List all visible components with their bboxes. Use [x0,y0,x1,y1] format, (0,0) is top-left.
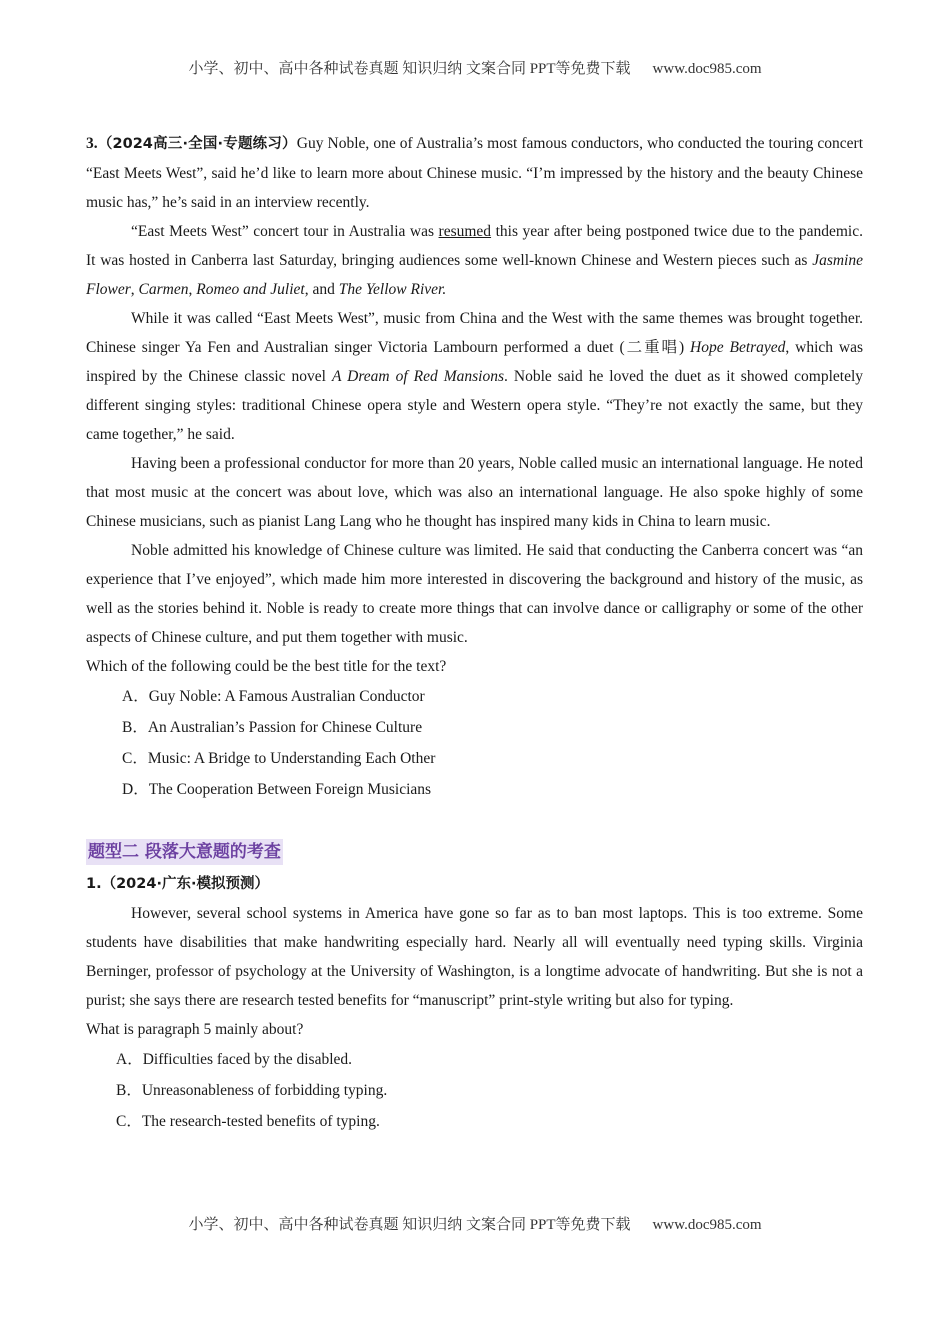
footer-url[interactable]: www.doc985.com [652,1217,762,1233]
q3-title-yellow-river: The Yellow River. [338,281,447,298]
q1-options [86,1044,863,1137]
page-footer [0,1213,950,1234]
q3-title-hope-betrayed: Hope Betrayed [690,339,786,356]
q3-p2-sep: , and [304,281,339,298]
q3-p2-sep: , [188,281,197,298]
header-text: 小学、初中、高中各种试卷真题 知识归纳 文案合同 PPT等免费下载 [188,61,631,77]
q3-title-romeo: Romeo and Juliet [196,281,305,298]
section-title: 题型二 段落大意题的考查 [86,839,283,865]
q3-options [86,681,863,805]
page-header [0,57,950,78]
q3-paragraph-5: Noble admitted his knowledge of Chinese culture was limited. He said that conducting the Canberra concert was “an experience that I’ve enjoyed”, which made him more interested in discovering the background and history of the music, as well as the stories behind it. Noble is ready to create more things that can involve dance or calligraphy or some of the other aspects of Chinese culture, and put them together with music. [86,542,863,646]
q3-question: Which of the following could be the best title for the text? [86,658,447,675]
q3-option-b[interactable]: B．An Australian’s Passion for Chinese Culture [122,719,423,736]
q3-paragraph-4: Having been a professional conductor for more than 20 years, Noble called music an international language. He noted that most music at the concert was about love, which was also an international language. He also spoke highly of some Chinese musicians, such as pianist Lang Lang who he thought has inspired many kids in China to learn music. [86,455,863,530]
q1-option-a[interactable]: A．Difficulties faced by the disabled. [116,1051,353,1068]
q3-paragraph-3 [86,304,863,449]
q3-p3-text-c: . Noble said he loved the duet as it showed completely different singing styles: traditional Chinese opera style and Western opera style. “They’re not exactly the same, but they came together,” he said. [86,368,864,443]
q3-p3-text-b: , which was inspired by the Chinese classic novel [86,339,863,385]
q3-title-carmen: Carmen [138,281,189,298]
q1-question: What is paragraph 5 mainly about? [86,1021,304,1038]
q1-option-c[interactable]: C．The research-tested benefits of typing. [116,1113,380,1130]
header-url[interactable]: www.doc985.com [652,61,762,77]
q3-underlined-word: resumed [438,223,492,240]
q3-option-c[interactable]: C．Music: A Bridge to Understanding Each Other [122,750,436,767]
q3-paragraph-2 [86,217,863,304]
q1-option-b[interactable]: B．Unreasonableness of forbidding typing. [116,1082,388,1099]
q1-heading: 1.（2024·广东·模拟预测） [86,876,269,892]
q3-number: 3. [86,135,98,152]
q3-p1-text: Guy Noble, one of Australia’s most famous conductors, who conducted the touring concert “East Meets West”, said he’d like to learn more about Chinese music. “I’m impressed by the history and the beauty Chinese music has,” he’s said in an interview recently. [86,135,864,211]
document-body [86,129,863,1137]
q3-option-a[interactable]: A．Guy Noble: A Famous Australian Conductor [122,688,425,705]
footer-text: 小学、初中、高中各种试卷真题 知识归纳 文案合同 PPT等免费下载 [188,1217,631,1233]
q3-option-d[interactable]: D．The Cooperation Between Foreign Musicians [122,781,432,798]
q3-title-jasmine: Jasmine Flower [86,252,863,298]
q3-source: （2024高三·全国·专题练习） [97,136,297,152]
q3-paragraph-1 [86,129,863,217]
q3-p2-text-b: this year after being postponed twice due to the pandemic. It was hosted in Canberra last Saturday, bringing audiences some well-known Chinese and Western pieces such as [86,223,863,269]
q3-p2-text-a: “East Meets West” concert tour in Australia was [131,223,439,240]
q3-title-red-mansions: A Dream of Red Mansions [331,368,505,385]
q3-p2-sep: , [130,281,139,298]
q3-p3-text-a: While it was called “East Meets West”, music from China and the West with the same themes was brought together. Chinese singer Ya Fen and Australian singer Victoria Lambourn performed a duet (二重唱) [86,310,863,356]
q1-paragraph-1: However, several school systems in America have gone so far as to ban most laptops. This is too extreme. Some students have disabilities that make handwriting especially hard. Nearly all will eventually need typing skills. Virginia Berninger, professor of psychology at the University of Washington, is a longtime advocate of handwriting. But she is not a purist; she says there are research tested benefits for “manuscript” print-style writing but also for typing. [86,905,863,1009]
